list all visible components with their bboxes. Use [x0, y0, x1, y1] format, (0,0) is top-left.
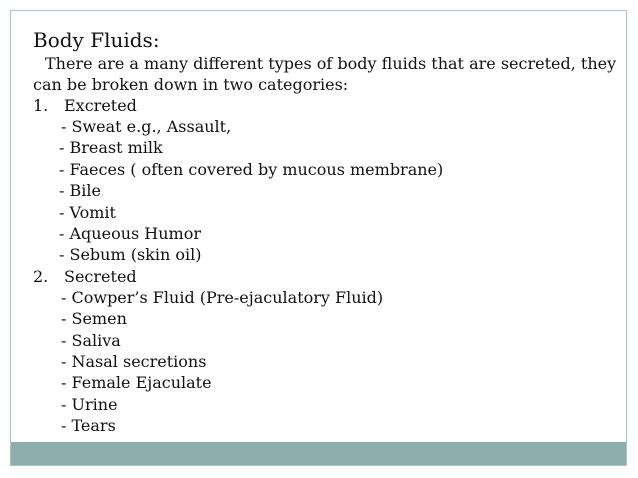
list-item: - Sweat e.g., Assault,: [61, 117, 232, 136]
list-item: - Tears: [61, 416, 116, 436]
category-number: 2.: [33, 266, 49, 286]
list-item: - Faeces ( often covered by mucous membrane): [59, 159, 444, 179]
slide-title: Body Fluids:: [33, 28, 160, 52]
list-item: - Bile: [59, 181, 101, 201]
intro-line-1-text: There are a many different types of body fluids that are secreted, they: [45, 54, 617, 73]
category-label: Excreted: [64, 96, 137, 115]
list-item: - Semen: [61, 309, 127, 329]
list-item: - Urine: [61, 394, 118, 414]
slide: [10, 10, 627, 466]
list-item: - Saliva: [61, 330, 121, 350]
category-excreted: [33, 95, 618, 116]
list-item: - Nasal secretions: [61, 352, 207, 372]
list-item: - Female Ejaculate: [61, 373, 212, 393]
list-item: - Aqueous Humor: [59, 224, 202, 244]
list-item: - Sebum (skin oil): [59, 245, 202, 265]
list-item: - Vomit: [59, 202, 116, 222]
list-item: - Cowper’s Fluid (Pre-ejaculatory Fluid): [61, 287, 384, 307]
slide-content: [33, 27, 618, 437]
footer-bar: [11, 442, 626, 465]
category-label: Secreted: [64, 266, 137, 286]
category-secreted: [33, 266, 618, 287]
intro-line-1: [33, 53, 618, 74]
intro-line-2: can be broken down in two categories:: [33, 75, 349, 94]
list-item: - Breast milk: [59, 138, 163, 158]
category-number: 1.: [33, 96, 49, 115]
